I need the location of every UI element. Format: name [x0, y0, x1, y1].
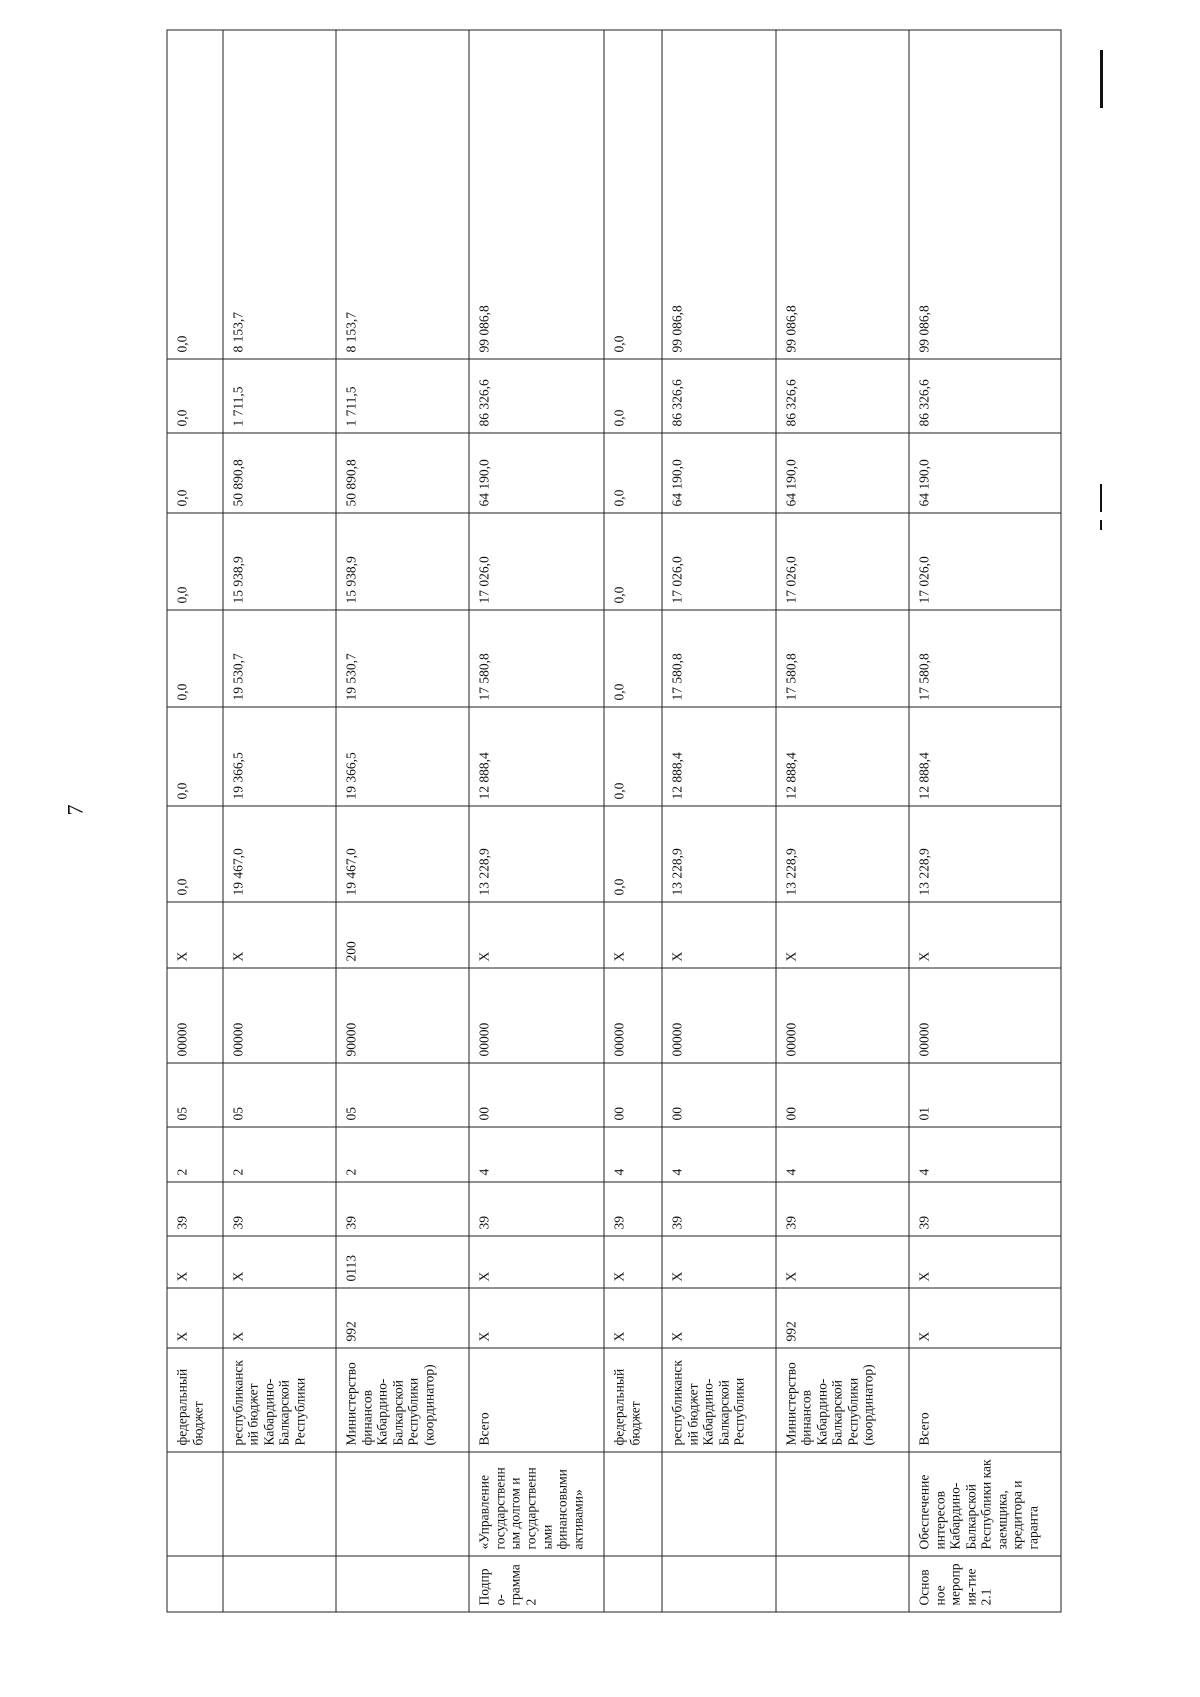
status-cell — [222, 1556, 336, 1612]
value-cell: 0,0 — [167, 610, 223, 707]
grbs-cell: 992 — [336, 1288, 469, 1348]
value-cell: 12 888,4 — [909, 707, 1061, 806]
value-cell: 0,0 — [167, 513, 223, 610]
table-row — [662, 30, 776, 1612]
vr-cell: X — [469, 902, 604, 968]
value-cell: 17 580,8 — [469, 610, 604, 707]
value-cell: 19 467,0 — [336, 806, 469, 902]
gp-cell: 39 — [469, 1182, 604, 1236]
value-cell: 50 890,8 — [336, 433, 469, 513]
value-cell: 86 326,6 — [662, 359, 776, 433]
value-cell: 0,0 — [604, 30, 662, 359]
value-cell: 0,0 — [604, 806, 662, 902]
source-cell: Министерство финансов Кабардино-Балкарской Республики (координатор) — [336, 1348, 469, 1452]
source-cell: федеральный бюджет — [167, 1348, 223, 1452]
rz-pr-cell: X — [909, 1236, 1061, 1288]
value-cell: 1 711,5 — [336, 359, 469, 433]
scan-edge-mark — [1100, 520, 1102, 530]
gp-cell: 39 — [167, 1182, 223, 1236]
code-cell: 00000 — [909, 968, 1061, 1063]
value-cell: 12 888,4 — [775, 707, 908, 806]
value-cell: 8 153,7 — [222, 30, 336, 359]
source-cell: Всего — [469, 1348, 604, 1452]
value-cell: 17 026,0 — [909, 513, 1061, 610]
rz-pr-cell: X — [604, 1236, 662, 1288]
grbs-cell: X — [222, 1288, 336, 1348]
scan-edge-mark — [1100, 50, 1103, 108]
value-cell: 13 228,9 — [662, 806, 776, 902]
gp-cell: 39 — [604, 1182, 662, 1236]
value-cell: 0,0 — [167, 359, 223, 433]
name-cell — [604, 1452, 662, 1556]
value-cell: 0,0 — [604, 433, 662, 513]
value-cell: 15 938,9 — [336, 513, 469, 610]
value-cell: 0,0 — [167, 806, 223, 902]
name-cell — [336, 1452, 469, 1556]
status-cell — [662, 1556, 776, 1612]
grbs-cell: X — [469, 1288, 604, 1348]
grbs-cell: X — [604, 1288, 662, 1348]
name-cell — [662, 1452, 776, 1556]
status-cell: Подпро-грамма 2 — [469, 1556, 604, 1612]
rz-pr-cell: 0113 — [336, 1236, 469, 1288]
rz-pr-cell: X — [222, 1236, 336, 1288]
table-row — [604, 30, 662, 1612]
source-cell: федеральный бюджет — [604, 1348, 662, 1452]
value-cell: 0,0 — [167, 707, 223, 806]
table-row — [775, 30, 908, 1612]
source-cell: республиканский бюджет Кабардино-Балкарской Республики — [662, 1348, 776, 1452]
value-cell: 17 580,8 — [909, 610, 1061, 707]
value-cell: 99 086,8 — [469, 30, 604, 359]
grbs-cell: 992 — [775, 1288, 908, 1348]
value-cell: 12 888,4 — [662, 707, 776, 806]
vr-cell: X — [662, 902, 776, 968]
value-cell: 19 530,7 — [336, 610, 469, 707]
om-cell: 00 — [469, 1063, 604, 1127]
rotated-table-container — [166, 30, 1061, 1612]
om-cell: 05 — [336, 1063, 469, 1127]
status-cell — [604, 1556, 662, 1612]
gp-cell: 39 — [775, 1182, 908, 1236]
value-cell: 19 467,0 — [222, 806, 336, 902]
value-cell: 64 190,0 — [469, 433, 604, 513]
value-cell: 86 326,6 — [775, 359, 908, 433]
vr-cell: X — [222, 902, 336, 968]
value-cell: 0,0 — [604, 707, 662, 806]
gp-cell: 39 — [222, 1182, 336, 1236]
code-cell: 00000 — [604, 968, 662, 1063]
vr-cell: 200 — [336, 902, 469, 968]
code-cell: 00000 — [662, 968, 776, 1063]
status-cell — [336, 1556, 469, 1612]
value-cell: 13 228,9 — [775, 806, 908, 902]
value-cell: 13 228,9 — [909, 806, 1061, 902]
value-cell: 19 366,5 — [336, 707, 469, 806]
pgp-cell: 2 — [336, 1127, 469, 1182]
value-cell: 17 580,8 — [775, 610, 908, 707]
value-cell: 50 890,8 — [222, 433, 336, 513]
table-row — [336, 30, 469, 1612]
value-cell: 15 938,9 — [222, 513, 336, 610]
rz-pr-cell: X — [469, 1236, 604, 1288]
code-cell: 00000 — [222, 968, 336, 1063]
value-cell: 19 366,5 — [222, 707, 336, 806]
rz-pr-cell: X — [662, 1236, 776, 1288]
value-cell: 99 086,8 — [909, 30, 1061, 359]
value-cell: 99 086,8 — [775, 30, 908, 359]
table-row — [222, 30, 336, 1612]
pgp-cell: 4 — [909, 1127, 1061, 1182]
status-cell: Основное мероприя-тие 2.1 — [909, 1556, 1061, 1612]
source-cell: республиканский бюджет Кабардино-Балкарской Республики — [222, 1348, 336, 1452]
value-cell: 0,0 — [167, 30, 223, 359]
name-cell: Обеспечение интересов Кабардино-Балкарской Республики как заемщика, кредитора и гаранта — [909, 1452, 1061, 1556]
name-cell — [167, 1452, 223, 1556]
value-cell: 64 190,0 — [775, 433, 908, 513]
pgp-cell: 2 — [222, 1127, 336, 1182]
value-cell: 0,0 — [167, 433, 223, 513]
rz-pr-cell: X — [167, 1236, 223, 1288]
vr-cell: X — [775, 902, 908, 968]
value-cell: 17 026,0 — [662, 513, 776, 610]
value-cell: 0,0 — [604, 513, 662, 610]
value-cell: 17 026,0 — [775, 513, 908, 610]
name-cell: «Управление государственным долгом и государственными финансовыми активами» — [469, 1452, 604, 1556]
value-cell: 99 086,8 — [662, 30, 776, 359]
gp-cell: 39 — [662, 1182, 776, 1236]
status-cell — [167, 1556, 223, 1612]
table-row — [167, 30, 223, 1612]
status-cell — [775, 1556, 908, 1612]
code-cell: 00000 — [469, 968, 604, 1063]
value-cell: 8 153,7 — [336, 30, 469, 359]
om-cell: 00 — [775, 1063, 908, 1127]
table-row — [909, 30, 1061, 1612]
source-cell: Министерство финансов Кабардино-Балкарской Республики (координатор) — [775, 1348, 908, 1452]
pgp-cell: 4 — [604, 1127, 662, 1182]
grbs-cell: X — [662, 1288, 776, 1348]
code-cell: 90000 — [336, 968, 469, 1063]
source-cell: Всего — [909, 1348, 1061, 1452]
name-cell — [775, 1452, 908, 1556]
value-cell: 17 580,8 — [662, 610, 776, 707]
grbs-cell: X — [909, 1288, 1061, 1348]
grbs-cell: X — [167, 1288, 223, 1348]
code-cell: 00000 — [167, 968, 223, 1063]
value-cell: 19 530,7 — [222, 610, 336, 707]
value-cell: 12 888,4 — [469, 707, 604, 806]
value-cell: 64 190,0 — [662, 433, 776, 513]
code-cell: 00000 — [775, 968, 908, 1063]
value-cell: 0,0 — [604, 359, 662, 433]
om-cell: 00 — [662, 1063, 776, 1127]
scan-edge-mark — [1100, 484, 1102, 512]
gp-cell: 39 — [909, 1182, 1061, 1236]
value-cell: 1 711,5 — [222, 359, 336, 433]
table-row — [469, 30, 604, 1612]
name-cell — [222, 1452, 336, 1556]
om-cell: 05 — [222, 1063, 336, 1127]
page-number: 7 — [62, 804, 88, 816]
pgp-cell: 4 — [662, 1127, 776, 1182]
value-cell: 13 228,9 — [469, 806, 604, 902]
om-cell: 00 — [604, 1063, 662, 1127]
value-cell: 0,0 — [604, 610, 662, 707]
rz-pr-cell: X — [775, 1236, 908, 1288]
gp-cell: 39 — [336, 1182, 469, 1236]
om-cell: 05 — [167, 1063, 223, 1127]
value-cell: 17 026,0 — [469, 513, 604, 610]
om-cell: 01 — [909, 1063, 1061, 1127]
pgp-cell: 4 — [469, 1127, 604, 1182]
value-cell: 86 326,6 — [469, 359, 604, 433]
vr-cell: X — [167, 902, 223, 968]
budget-table — [166, 29, 1061, 1612]
value-cell: 64 190,0 — [909, 433, 1061, 513]
value-cell: 86 326,6 — [909, 359, 1061, 433]
pgp-cell: 2 — [167, 1127, 223, 1182]
vr-cell: X — [909, 902, 1061, 968]
pgp-cell: 4 — [775, 1127, 908, 1182]
vr-cell: X — [604, 902, 662, 968]
